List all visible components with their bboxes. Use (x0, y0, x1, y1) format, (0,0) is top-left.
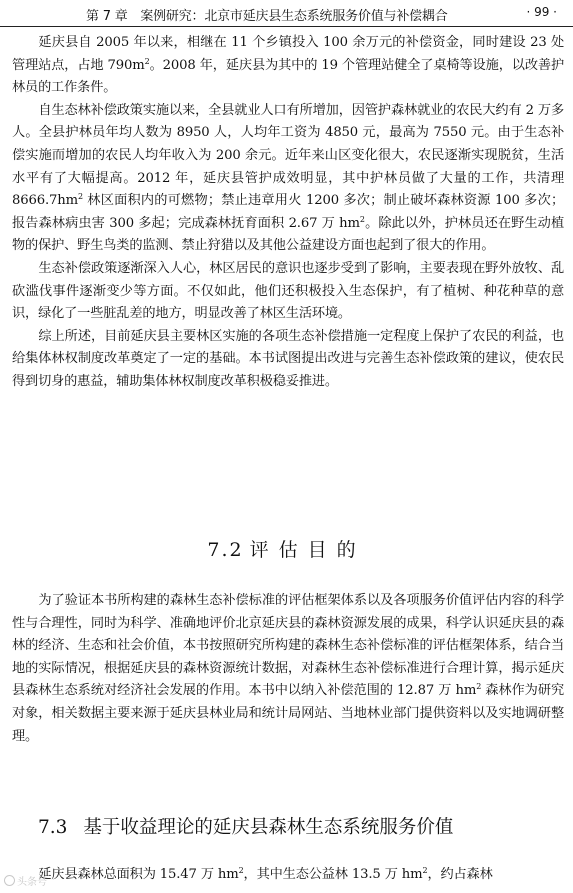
paragraph-employment: 自生态林补偿政策实施以来，全县就业人口有所增加，因管护森林就业的农民大约有 2 万多人。全县护林员年均人数为 8950 人，人均年工资为 4850 元，最高为 7550 元。由于生态补偿实施而增加的农民人均年收入为 200 余元。近年来山区变化很大，农民逐渐实现脱贫，生活水平有了大幅提高。2012 年，延庆县管护成效明显，其中护林员做了大量的工作，共清理 $8666.7hm^2$ 林区面积内的可燃物；禁止违章用火 1200 多次；制止破坏森林资源 100 多次；报告森林病虫害 300 多起；完成森林抚育面积 2.67 万 $hm^2$。除此以外，护林员还在野生动植物的保护、野生鸟类的监测、禁止狩猎以及其他公益建设方面也起到了很大的作用。 (12, 102, 564, 254)
body-text (12, 32, 564, 394)
section-title: 评估目的 (249, 539, 366, 561)
page-number: · 99 · (526, 5, 557, 19)
section-7-2-body (12, 590, 564, 748)
section-number: 7.3 (38, 817, 68, 838)
paragraph-management-stations: 延庆县自 2005 年以来，相继在 11 个乡镇投入 100 余万元的补偿资金，同时建设 23 处管理站点，占地 $790m^2$。2008 年，延庆县为其中的 19 个管理站健全了桌椅等设施，以改善护林员的工作条件。 (12, 35, 564, 96)
section-heading-7-2 (0, 535, 573, 562)
section-heading-7-3 (38, 813, 453, 839)
paragraph-purpose: 为了验证本书所构建的森林生态补偿标准的评估框架体系以及各项服务价值评估内容的科学性与合理性，同时为科学、准确地评价北京延庆县的森林资源发展的成果，科学认识延庆县的森林的经济、生态和社会价值，本书按照研究所构建的森林生态补偿标准的评估框架体系，结合当地的实际情况，根据延庆县的森林资源统计数据，对森林生态补偿标准进行合理计算，揭示延庆县森林生态系统对经济社会发展的作用。本书中以纳入补偿范围的 12.87 万 $hm^2$ 森林作为研究对象，相关数据主要来源于延庆县林业局和统计局网站、当地林业部门提供资料以及实地调研整理。 (12, 593, 564, 744)
running-title: 第 7 章 案例研究：北京市延庆县生态系统服务价值与补偿耦合 (86, 9, 448, 24)
watermark-logo-icon (4, 875, 15, 886)
watermark-text: 头条号 (17, 877, 47, 888)
paragraph-awareness: 生态补偿政策逐渐深入人心，林区居民的意识也逐步受到了影响，主要表现在野外放牧、乱砍滥伐事件逐渐变少等方面。不仅如此，他们还积极投入生态保护，有了植树、种花种草的意识，绿化了一些脏乱差的地方，明显改善了林区生活环境。 (12, 260, 564, 322)
section-7-3-body (12, 864, 564, 887)
paragraph-forest-area: 延庆县森林总面积为 15.47 万 $hm^2$，其中生态公益林 13.5 万 $hm^2$，约占森林 (38, 866, 493, 882)
paragraph-summary: 综上所述，目前延庆县主要林区实施的各项生态补偿措施一定程度上保护了农民的利益，也给集体林权制度改革奠定了一定的基础。本书试图提出改进与完善生态补偿政策的建议，使农民得到切身的惠益，辅助集体林权制度改革积极稳妥推进。 (12, 328, 564, 389)
section-title: 基于收益理论的延庆县森林生态系统服务价值 (83, 817, 454, 838)
running-header (0, 0, 573, 27)
watermark (4, 873, 47, 888)
section-number: 7.2 (207, 539, 244, 561)
